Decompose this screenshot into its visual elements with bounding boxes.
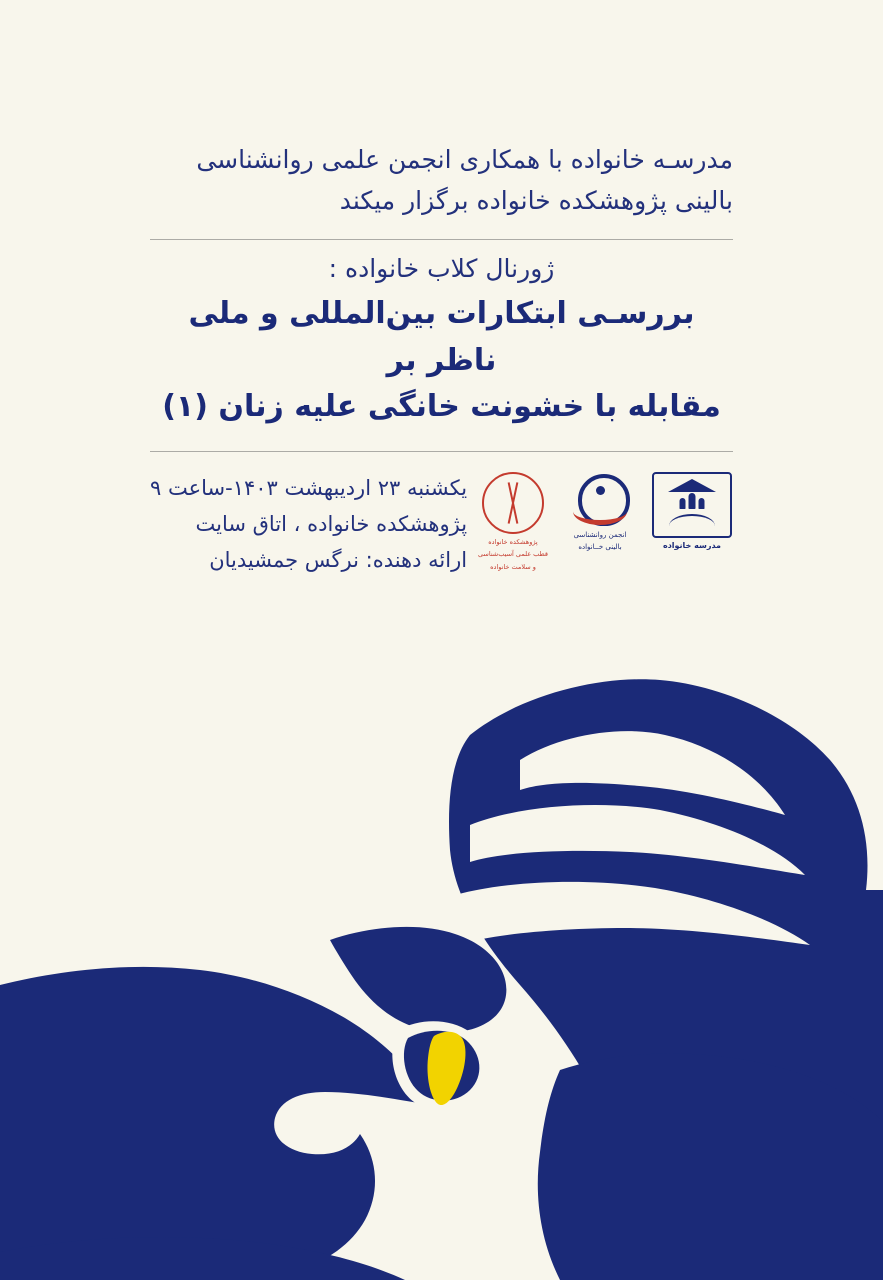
intro-line-2: بالینی پژوهشکده خانواده برگزار میکند	[339, 185, 733, 215]
title-line-2: مقابله با خشونت خانگی علیه زنان (۱)	[162, 389, 721, 424]
logo-sbu-caption-3: و سلامت خانواده	[490, 563, 536, 572]
intro-line-1: مدرسـه خانواده با همکاری انجمن علمی روانشناسی	[196, 145, 733, 174]
hands-illustration	[0, 640, 883, 1280]
logo-sbu-caption-2: قطب علمی آسیب‌شناسی	[477, 550, 548, 559]
logo-shahid-beheshti-university	[477, 472, 549, 572]
university-seal-icon	[482, 472, 544, 534]
logo-group	[477, 468, 733, 572]
logo-sbu-caption-1: پژوهشکده خانواده	[488, 537, 538, 546]
logo-family-school-caption: مدرسه خانواده	[662, 540, 722, 550]
title-line-1: بررسـی ابتکارات بین‌المللی و ملی ناظر بر	[188, 296, 695, 378]
event-presenter: ارائه دهنده: نرگس جمشیدیان	[209, 547, 468, 572]
divider-bottom	[150, 451, 733, 452]
divider-top	[150, 239, 733, 240]
intro-text	[150, 140, 733, 221]
poster-title	[150, 291, 733, 431]
association-emblem-icon	[569, 472, 631, 528]
event-datetime: یکشنبه ۲۳ اردیبهشت ۱۴۰۳-ساعت ۹	[150, 475, 468, 500]
logo-association-caption-2: بالینی خــانواده	[578, 542, 622, 551]
logo-association-caption-1: انجمن روانشناسی	[573, 530, 627, 539]
details-row	[150, 468, 733, 578]
logo-family-school	[651, 472, 733, 550]
logo-clinical-psychology-association	[563, 472, 637, 553]
journal-club-label: ژورنال کلاب خانواده :	[328, 254, 555, 283]
poster-text-block	[150, 140, 733, 578]
event-details	[150, 468, 467, 578]
school-house-icon	[652, 472, 732, 538]
event-location: پژوهشکده خانواده ، اتاق سایت	[195, 511, 468, 536]
